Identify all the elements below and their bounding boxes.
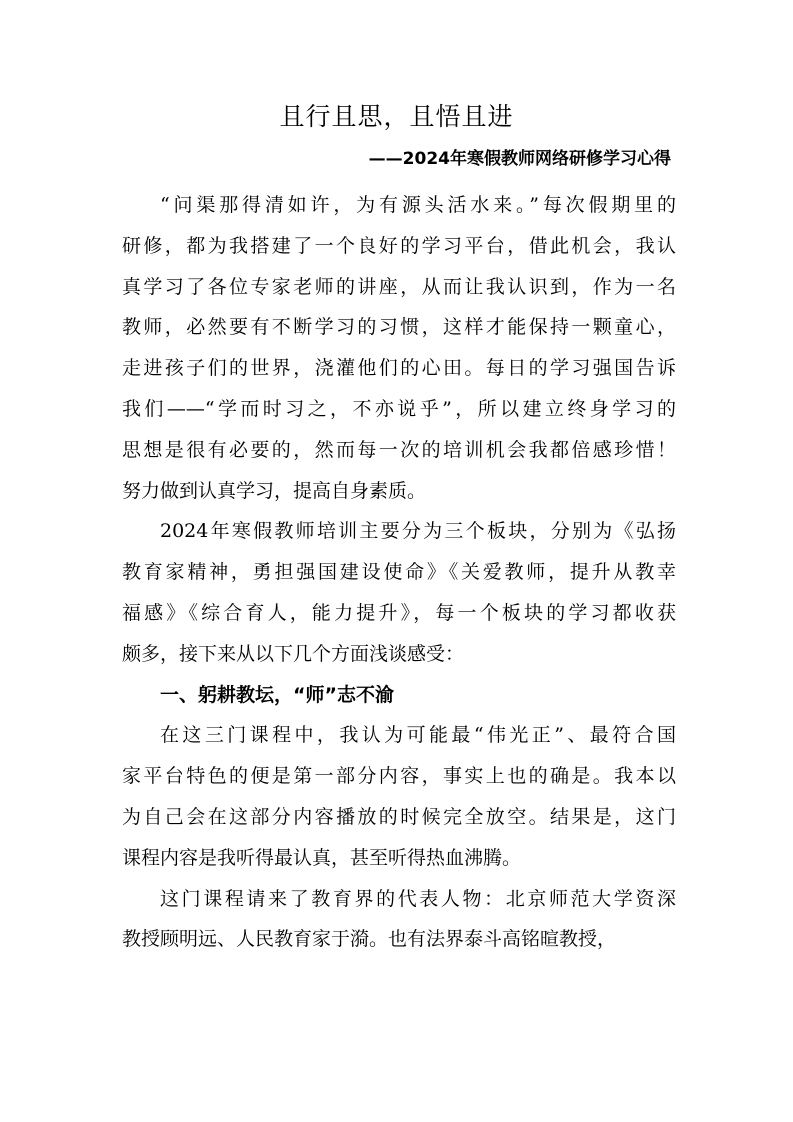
paragraph-line: 教授顾明远、人民教育家于漪。也有法界泰斗高铭暄教授，	[122, 928, 617, 951]
section-heading	[122, 675, 676, 716]
paragraph-line: 研修，都为我搭建了一个良好的学习平台，借此机会，我认	[122, 234, 676, 257]
paragraph-line: 真学习了各位专家老师的讲座，从而让我认识到，作为一名	[122, 275, 676, 298]
paragraph-line: 家平台特色的便是第一部分内容，事实上也的确是。我本以	[122, 765, 676, 788]
paragraph	[122, 879, 676, 961]
paragraph-line: 教师，必然要有不断学习的习惯，这样才能保持一颗童心，	[122, 316, 676, 339]
paragraph-line: “问渠那得清如许，为有源头活水来。”每次假期里的	[160, 194, 676, 216]
paragraph-line: 努力做到认真学习，提高自身素质。	[122, 479, 427, 502]
paragraph-line: 我们——“学而时习之，不亦说乎”，所以建立终身学习的	[122, 397, 676, 420]
paragraph-line: 在这三门课程中，我认为可能最“伟光正”、最符合国	[160, 724, 676, 747]
paragraph	[122, 511, 676, 674]
paragraph-line: 思想是很有必要的，然而每一次的培训机会我都倍感珍惜！	[122, 438, 676, 461]
paragraph-line: 一、躬耕教坛，“师”志不渝	[160, 683, 394, 706]
document-title: 且行且思，且悟且进	[279, 102, 514, 131]
paragraph-line: 为自己会在这部分内容播放的时候完全放空。结果是，这门	[122, 805, 676, 828]
paragraph-line: 教育家精神，勇担强国建设使命》《关爱教师，提升从教幸	[122, 561, 676, 584]
paragraph-line: 这门课程请来了教育界的代表人物：北京师范大学资深	[160, 887, 676, 910]
paragraph	[122, 715, 676, 878]
document-body	[122, 185, 676, 960]
paragraph-line: 课程内容是我听得最认真，甚至听得热血沸腾。	[122, 846, 522, 869]
paragraph-line: 2024年寒假教师培训主要分为三个板块，分别为《弘扬	[160, 520, 676, 543]
paragraph-line: 颇多，接下来从以下几个方面浅谈感受：	[122, 642, 465, 665]
paragraph-line: 福感》《综合育人，能力提升》，每一个板块的学习都收获	[122, 601, 676, 624]
document-subtitle: ——2024年寒假教师网络研修学习心得	[368, 149, 671, 169]
paragraph	[122, 185, 676, 511]
paragraph-line: 走进孩子们的世界，浇灌他们的心田。每日的学习强国告诉	[122, 357, 676, 380]
